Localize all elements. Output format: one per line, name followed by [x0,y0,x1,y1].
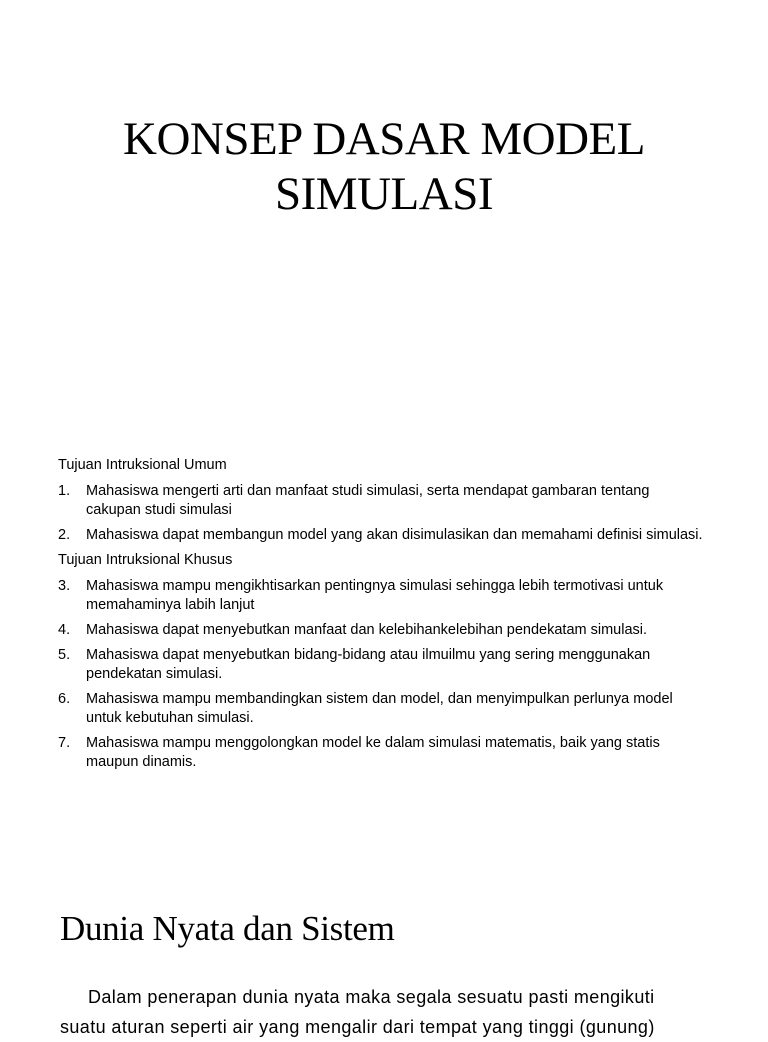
section-title: Dunia Nyata dan Sistem [60,909,395,948]
list-item [58,621,708,640]
list-item-text: Mahasiswa dapat menyebutkan manfaat dan kelebihankelebihan pendekatam simulasi. [86,622,648,638]
section-paragraph-line-1: Dalam penerapan dunia nyata maka segala sesuatu pasti mengikuti [88,987,655,1007]
list-item-number: 1. [58,483,71,499]
list-item-text: Mahasiswa mengerti arti dan manfaat studi simulasi, serta mendapat gambaran tentang cakupan studi simulasi [86,483,650,518]
list-item-number: 5. [58,647,71,663]
list-item [58,577,708,615]
objectives-section [58,456,708,778]
list-item-number: 6. [58,691,71,707]
section-paragraph-line-2: suatu aturan seperti air yang mengalir dari tempat yang tinggi (gunung) [60,1017,655,1037]
general-objectives-heading: Tujuan Intruksional Umum [58,457,227,473]
list-item-number: 7. [58,735,71,751]
list-item-text: Mahasiswa dapat menyebutkan bidang-bidang atau ilmuilmu yang sering menggunakan pendekatan simulasi. [86,647,651,682]
list-item [58,482,708,520]
list-item-number: 3. [58,578,71,594]
document-title [0,112,768,222]
list-item [58,646,708,684]
specific-objectives-list [58,577,708,772]
general-objectives-list [58,482,708,545]
list-item [58,526,708,545]
document-title-line-2: SIMULASI [275,168,493,220]
list-item-number: 2. [58,527,71,543]
list-item-number: 4. [58,622,71,638]
specific-objectives-heading: Tujuan Intruksional Khusus [58,552,233,568]
list-item [58,690,708,728]
list-item-text: Mahasiswa mampu membandingkan sistem dan model, dan menyimpulkan perlunya model untuk kebutuhan simulasi. [86,691,673,726]
section-paragraph [60,982,710,1042]
list-item-text: Mahasiswa dapat membangun model yang akan disimulasikan dan memahami definisi simulasi. [86,527,703,543]
list-item [58,734,708,772]
document-title-line-1: KONSEP DASAR MODEL [123,113,645,165]
list-item-text: Mahasiswa mampu mengikhtisarkan pentingnya simulasi sehingga lebih termotivasi untuk memahaminya labih lanjut [86,578,664,613]
list-item-text: Mahasiswa mampu menggolongkan model ke dalam simulasi matematis, baik yang statis maupun dinamis. [86,735,660,770]
